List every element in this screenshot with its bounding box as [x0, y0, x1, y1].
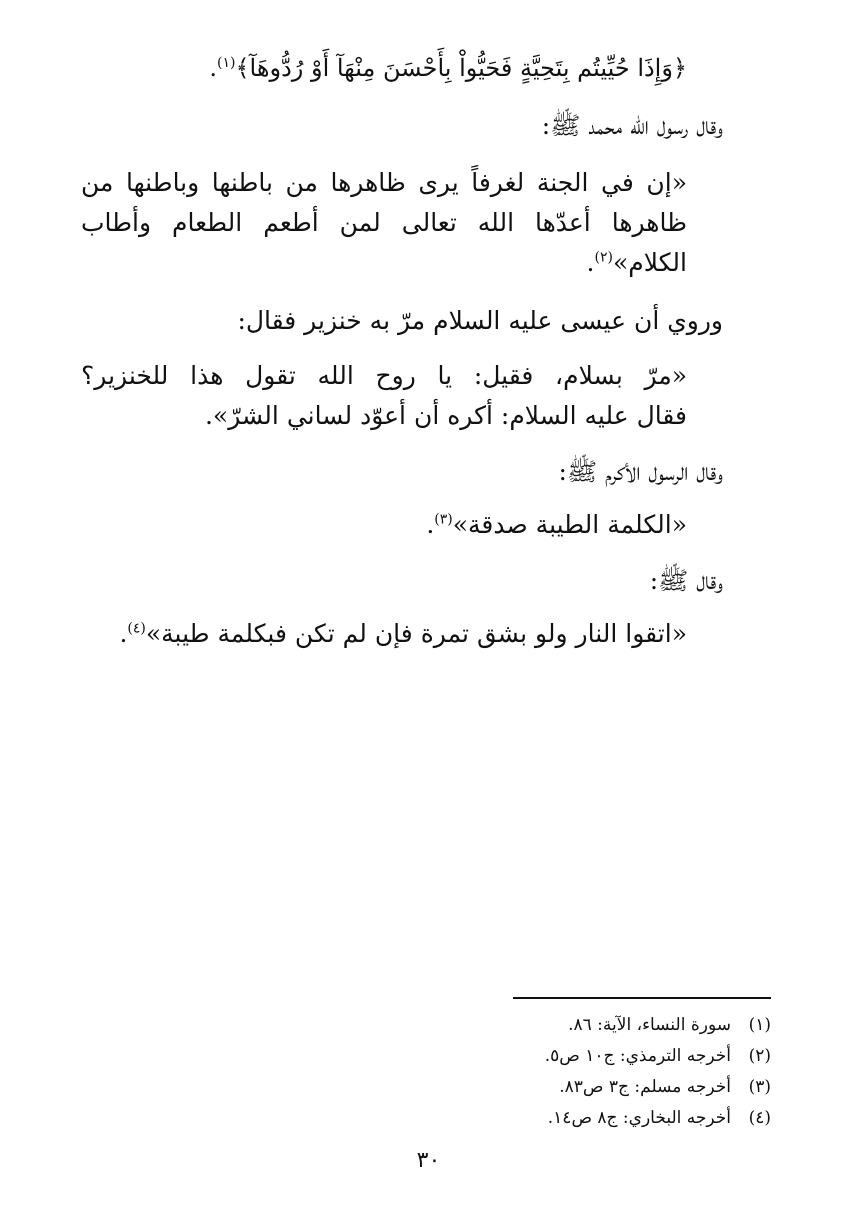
footnote-divider: [513, 997, 771, 999]
footnote-ref-4: (٤): [127, 620, 146, 637]
hadith-4: [119, 614, 687, 654]
intro-3: وقال الرسول الأكرم ﷺ:: [558, 457, 723, 486]
hadith-1-line-1: «إن في الجنة لغرفاً يرى ظاهرها من باطنها وباطنها من: [81, 168, 687, 197]
intro-2: وروي أن عيسى عليه السلام مرّ به خنزير فقال:: [237, 306, 723, 335]
footnote-ref-3: (٣): [434, 511, 453, 528]
footnote-text: أخرجه مسلم: ج٣ ص٨٣.: [559, 1077, 731, 1097]
hadith-1-line-2: ظاهرها أعدّها الله تعالى لمن أطعم الطعام وأطاب: [81, 208, 687, 237]
footnote-number: (١): [748, 1015, 771, 1035]
hadith-1-line-3: [587, 243, 687, 283]
footnote-2: [545, 1043, 771, 1069]
hadith-1-end: .: [586, 248, 595, 277]
intro-1: وقال رسول الله محمد ﷺ:: [541, 111, 723, 140]
intro-4: وقال ﷺ:: [649, 566, 723, 595]
footnote-4: [548, 1105, 771, 1131]
footnote-ref-1: (١): [216, 55, 236, 71]
hadith-1-last-words: الكلام»: [612, 248, 687, 277]
footnote-text: أخرجه البخاري: ج٨ ص١٤.: [547, 1108, 731, 1128]
quran-verse: [209, 48, 687, 88]
verse-end: .: [209, 54, 217, 82]
footnote-1: [568, 1012, 771, 1038]
footnote-text: سورة النساء، الآية: ٨٦.: [568, 1015, 731, 1035]
footnote-number: (٢): [748, 1046, 771, 1066]
footnote-number: (٣): [748, 1077, 771, 1097]
hadith-4-text: «اتقوا النار ولو بشق تمرة فإن لم تكن فبكلمة طيبة»: [145, 619, 687, 648]
saying-2-line-1: «مرّ بسلام، فقيل: يا روح الله تقول هذا للخنزير؟: [81, 361, 687, 390]
hadith-3-end: .: [426, 510, 435, 539]
footnote-text: أخرجه الترمذي: ج١٠ ص٥.: [544, 1046, 731, 1066]
footnote-number: (٤): [748, 1108, 771, 1128]
hadith-3-text: «الكلمة الطيبة صدقة»: [452, 510, 687, 539]
verse-text: ﴿وَإِذَا حُيِّيتُم بِتَحِيَّةٍ فَحَيُّواْ بِأَحْسَنَ مِنْهَآ أَوْ رُدُّوهَآ﴾: [235, 54, 687, 82]
footnote-ref-2: (٢): [594, 249, 613, 266]
saying-2-line-2: فقال عليه السلام: أكره أن أعوّد لساني الشرّ».: [204, 401, 687, 430]
page-number: ٣٠: [416, 1148, 441, 1173]
footnote-3: [559, 1074, 771, 1100]
hadith-4-end: .: [119, 619, 128, 648]
hadith-3: [426, 505, 687, 545]
